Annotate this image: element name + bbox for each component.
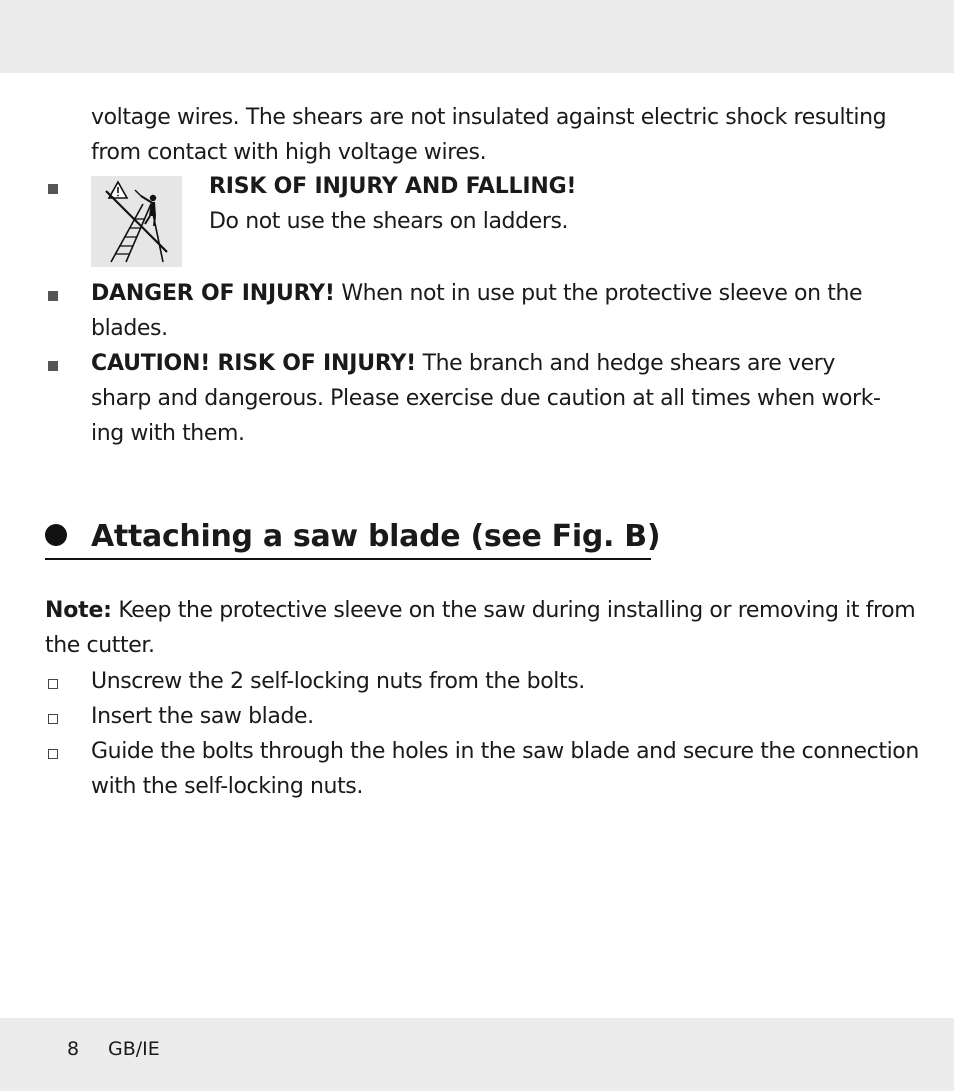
- section-heading: Attaching a saw blade (see Fig. B): [91, 519, 661, 554]
- danger-line-2: blades.: [91, 316, 168, 341]
- ladder-warning-title: RISK OF INJURY AND FALLING!: [209, 174, 577, 199]
- danger-line-1: [91, 276, 862, 311]
- square-bullet: [48, 361, 58, 371]
- heading-bullet: [45, 524, 67, 546]
- square-bullet: [48, 184, 58, 194]
- safety-line-1: voltage wires. The shears are not insulated against electric shock resulting: [91, 105, 887, 130]
- page-number: 8: [67, 1038, 80, 1060]
- step-1: Unscrew the 2 self-locking nuts from the bolts.: [91, 669, 585, 694]
- caution-line-2: sharp and dangerous. Please exercise due caution at all times when work-: [91, 386, 881, 411]
- caution-line-1: [91, 346, 835, 381]
- ladder-warning-text: Do not use the shears on ladders.: [209, 209, 569, 234]
- no-ladder-warning-icon: [91, 176, 182, 267]
- danger-text: When not in use put the protective sleeve on the: [334, 281, 863, 306]
- danger-label: DANGER OF INJURY!: [91, 281, 335, 306]
- step-bullet: [48, 679, 58, 689]
- step-bullet: [48, 749, 58, 759]
- step-3-line-1: Guide the bolts through the holes in the saw blade and secure the connection: [91, 739, 919, 764]
- language-code: GB/IE: [108, 1038, 160, 1060]
- caution-label: CAUTION! RISK OF INJURY!: [91, 351, 416, 376]
- note-text: Keep the protective sleeve on the saw during installing or removing it from: [111, 598, 916, 623]
- step-2: Insert the saw blade.: [91, 704, 314, 729]
- square-bullet: [48, 291, 58, 301]
- step-3-line-2: with the self-locking nuts.: [91, 774, 363, 799]
- caution-line-3: ing with them.: [91, 421, 245, 446]
- top-band: [0, 0, 954, 73]
- heading-underline: [45, 558, 651, 560]
- safety-line-2: from contact with high voltage wires.: [91, 140, 487, 165]
- caution-text: The branch and hedge shears are very: [415, 351, 835, 376]
- note-line-1: [45, 593, 915, 628]
- step-bullet: [48, 714, 58, 724]
- note-label: Note:: [45, 598, 112, 623]
- note-line-2: the cutter.: [45, 633, 155, 658]
